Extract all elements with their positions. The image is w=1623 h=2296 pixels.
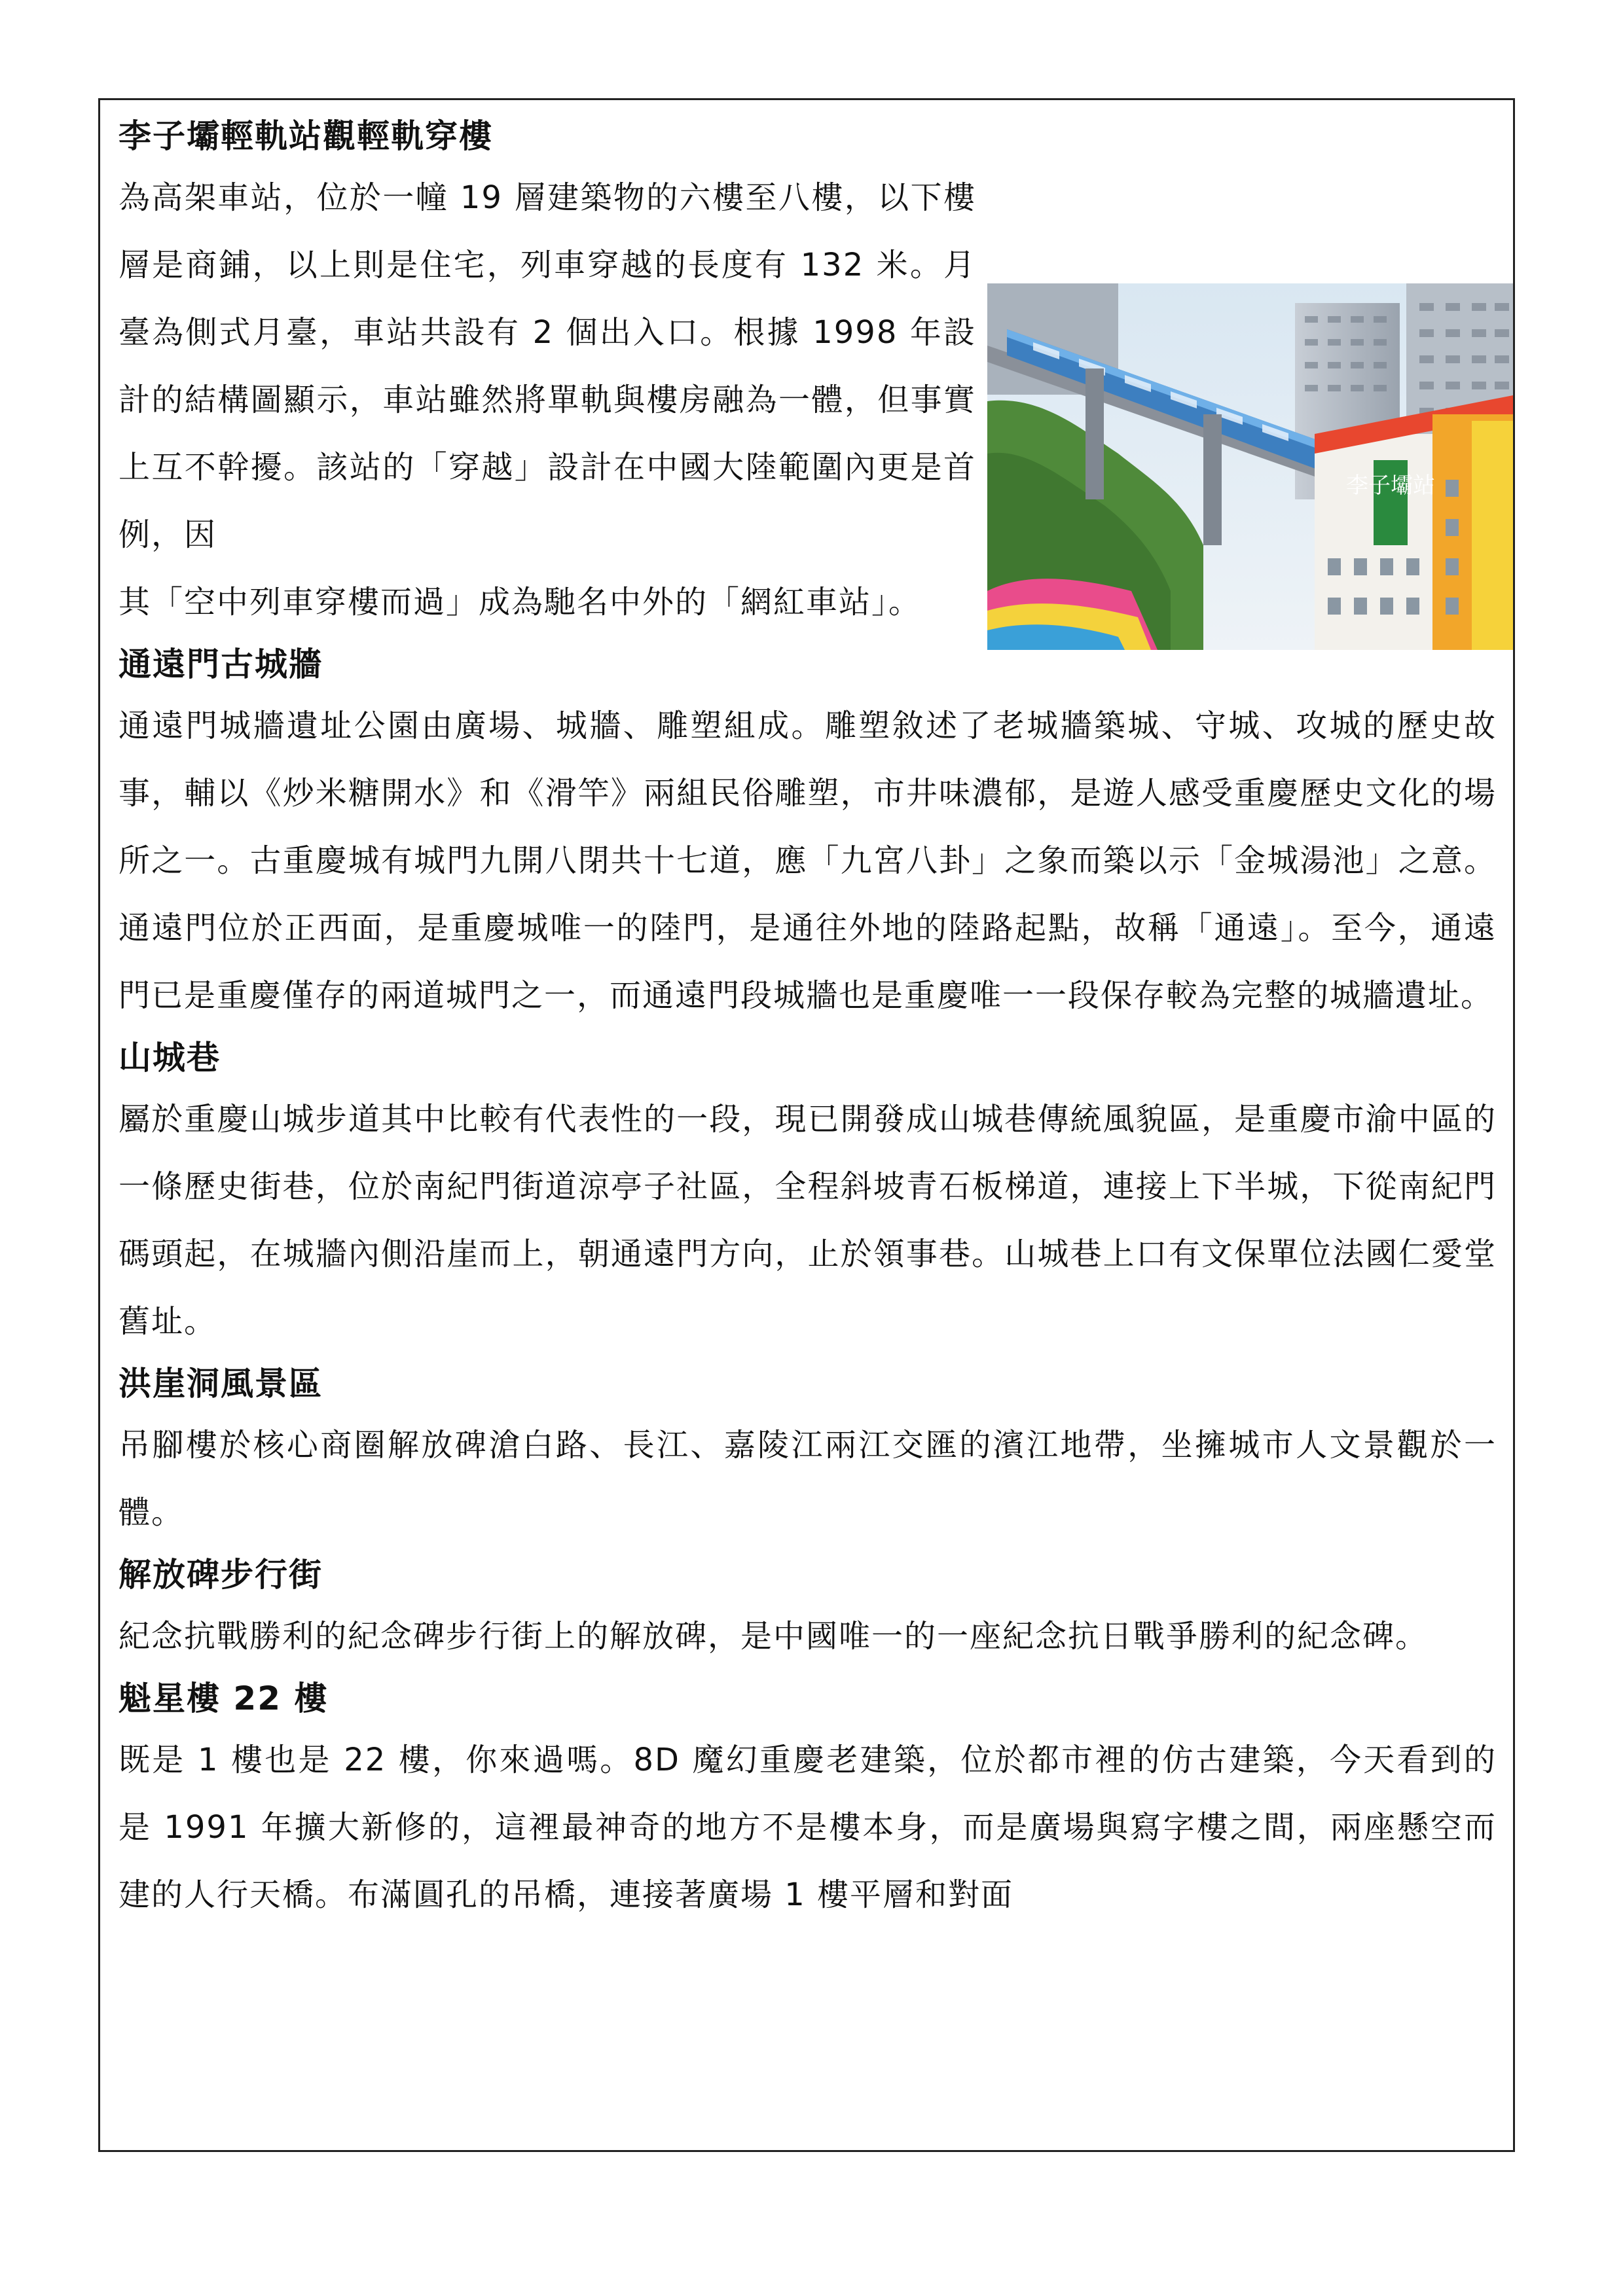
- section-body-tongyuanmen: 通遠門城牆遺址公園由廣場、城牆、雕塑組成。雕塑敘述了老城牆築城、守城、攻城的歷史故事，輔以《炒米糖開水》和《滑竿》兩組民俗雕塑，市井味濃郁，是遊人感受重慶歷史文化的場所之一。古重慶城有城門九開八閉共十七道，應「九宮八卦」之象而築以示「金城湯池」之意。通遠門位於正西面，是重慶城唯一的陸門，是通往外地的陸路起點，故稱「通遠」。至今，通遠門已是重慶僅存的兩道城門之一，而通遠門段城牆也是重慶唯一一段保存較為完整的城牆遺址。: [119, 708, 1497, 1014]
- pillar-2: [1203, 414, 1222, 545]
- photo-illustration: [987, 283, 1515, 650]
- section-title-tongyuanmen: 通遠門古城牆: [119, 645, 323, 683]
- section-title-hongyadong: 洪崖洞風景區: [119, 1365, 323, 1403]
- section-body-liziba: 為高架車站，位於一幢 19 層建築物的六樓至八樓，以下樓層是商鋪，以上則是住宅，列車穿越的長度有 132 米。月臺為側式月臺，車站共設有 2 個出入口。根據 1998 年設計的結構圖顯示，車站雖然將單軌與樓房融為一體，但事實上互不幹擾。該站的「穿越」設計在中國大陸範圍內更是首例，因: [119, 179, 976, 553]
- section-body-liziba-tail: 其「空中列車穿樓而過」成為馳名中外的「網紅車站」。: [119, 584, 922, 620]
- section-body-hongyadong: 吊腳樓於核心商圈解放碑滄白路、長江、嘉陵江兩江交匯的濱江地帶，坐擁城市人文景觀於一體。: [119, 1427, 1497, 1531]
- section-title-kuixinglou: 魁星樓 22 樓: [119, 1679, 329, 1717]
- article-frame: [98, 98, 1515, 2152]
- section-body-jiefangbei: 紀念抗戰勝利的紀念碑步行街上的解放碑，是中國唯一的一座紀念抗日戰爭勝利的紀念碑。: [119, 1618, 1429, 1655]
- section-title-liziba: 李子壩輕軌站觀輕軌穿樓: [119, 117, 493, 155]
- section-body-kuixinglou: 既是 1 樓也是 22 樓，你來過嗎。8D 魔幻重慶老建築，位於都市裡的仿古建築，今天看到的是 1991 年擴大新修的，這裡最神奇的地方不是樓本身，而是廣場與寫字樓之間，兩座懸空而建的人行天橋。布滿圓孔的吊橋，連接著廣場 1 樓平層和對面: [119, 1742, 1497, 1913]
- pillar-1: [1085, 368, 1104, 499]
- station-sign-text: 李子壩站: [1346, 473, 1435, 499]
- liziba-station-photo: [987, 283, 1515, 650]
- section-body-shanchengxiang: 屬於重慶山城步道其中比較有代表性的一段，現已開發成山城巷傳統風貌區，是重慶市渝中區的一條歷史街巷，位於南紀門街道涼亭子社區，全程斜坡青石板梯道，連接上下半城，下從南紀門碼頭起，在城牆內側沿崖而上，朝通遠門方向，止於領事巷。山城巷上口有文保單位法國仁愛堂舊址。: [119, 1101, 1497, 1340]
- section-title-jiefangbei: 解放碑步行街: [119, 1556, 323, 1594]
- section-title-shanchengxiang: 山城巷: [119, 1039, 221, 1077]
